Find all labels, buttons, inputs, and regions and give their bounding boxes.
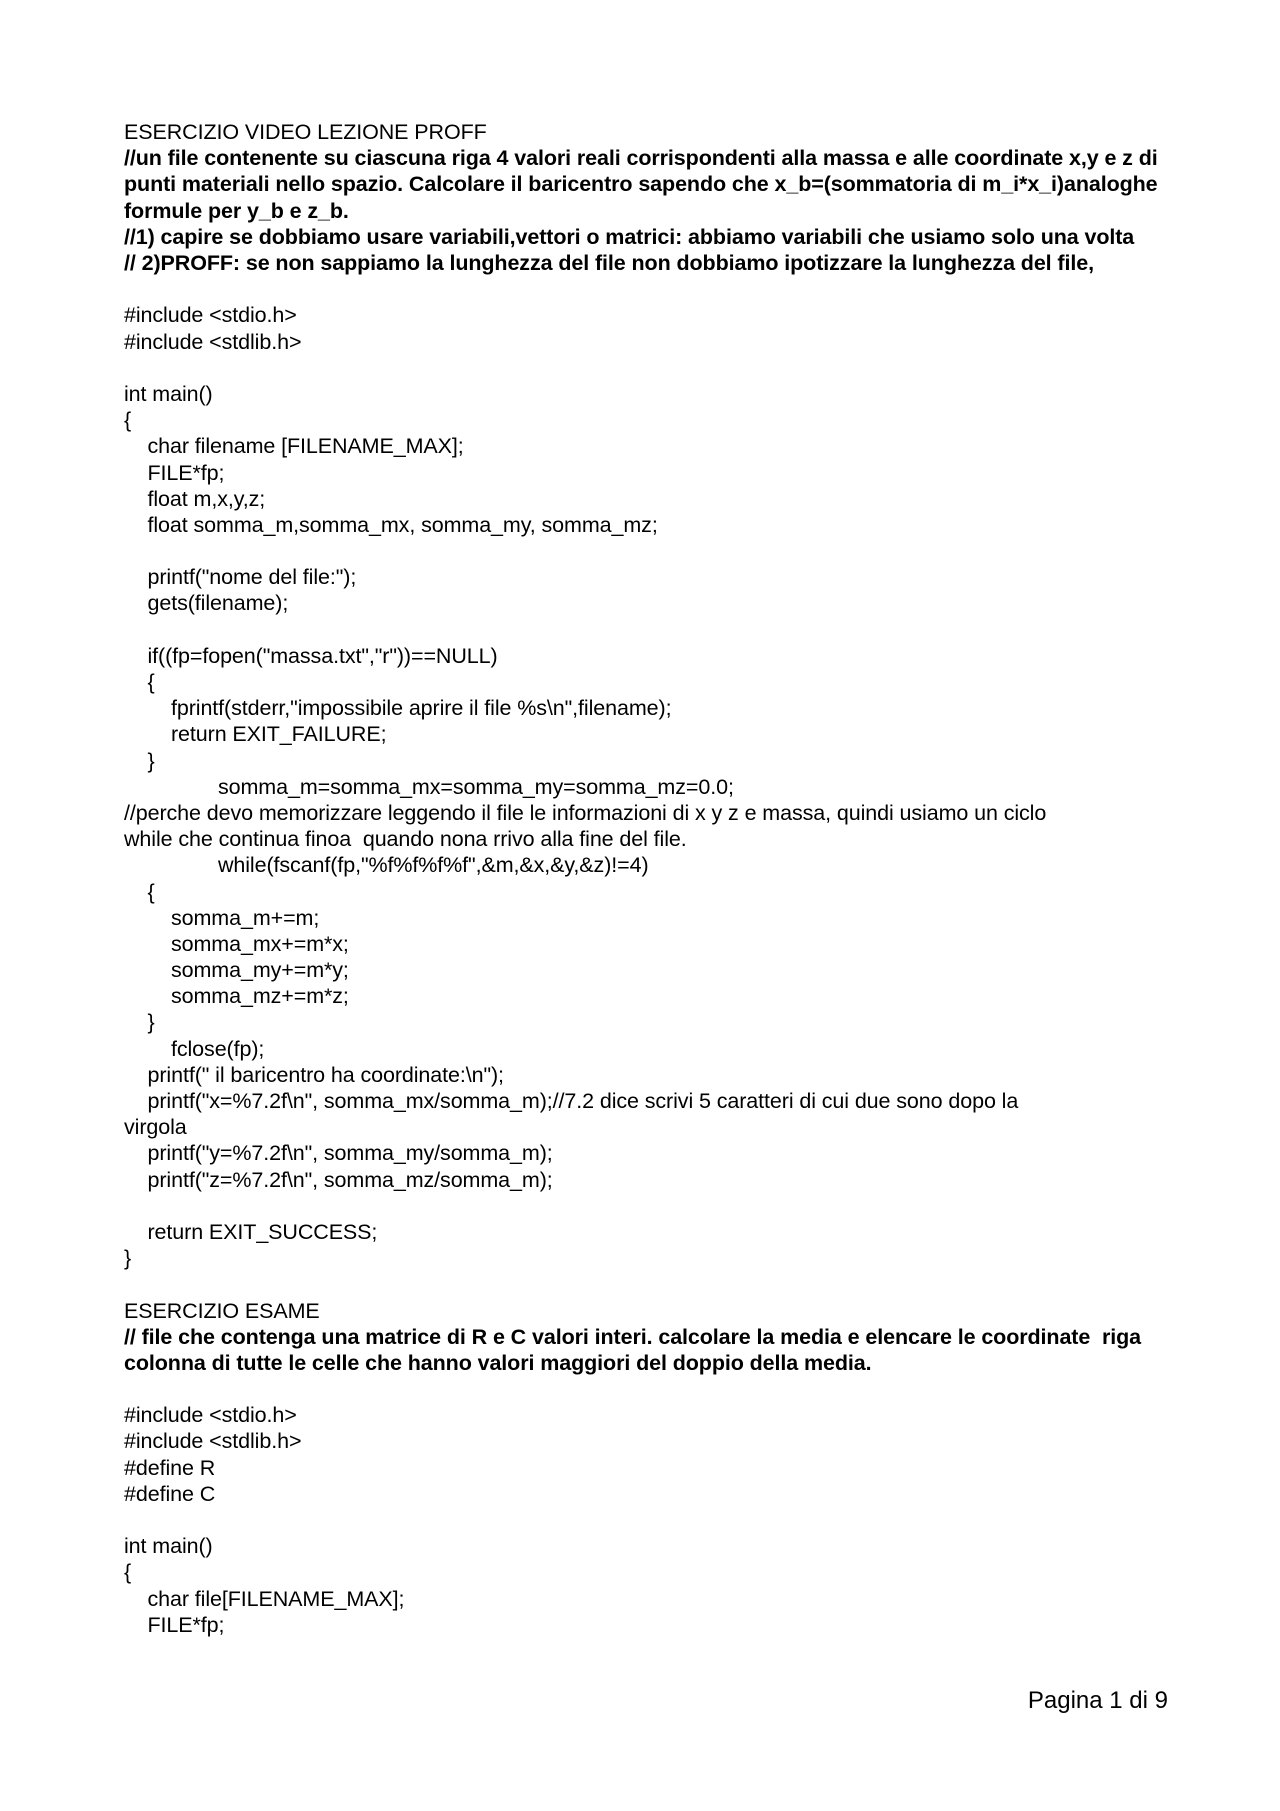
section1-line: somma_mx+=m*x; <box>124 931 349 956</box>
spacer <box>124 1271 1184 1297</box>
section1-line: printf("z=%7.2f\n", somma_mz/somma_m); <box>124 1167 553 1192</box>
section2-line: #include <stdio.h> <box>124 1403 297 1428</box>
section1-line: { <box>124 670 155 695</box>
section1-line: printf("y=%7.2f\n", somma_my/somma_m); <box>124 1141 553 1166</box>
section1-title: ESERCIZIO VIDEO LEZIONE PROFF <box>124 120 487 144</box>
section1-line: printf("nome del file:"); <box>124 565 357 590</box>
document-page <box>124 119 1184 1638</box>
section1-line: if((fp=fopen("massa.txt","r"))==NULL) <box>124 643 498 668</box>
section2-line: #define C <box>124 1481 216 1506</box>
section1-line: return EXIT_FAILURE; <box>124 722 387 747</box>
section1-line: } <box>124 1246 132 1271</box>
section1-line: } <box>124 748 155 773</box>
section1-line: //perche devo memorizzare leggendo il file le informazioni di x y z e massa, quindi usiamo un ciclo <box>124 800 1047 825</box>
section1-line: virgola <box>124 1115 187 1140</box>
section1-line: somma_my+=m*y; <box>124 958 349 983</box>
section1-line: } <box>124 1010 155 1035</box>
section1-line: float m,x,y,z; <box>124 486 266 511</box>
section1-line: gets(filename); <box>124 591 289 616</box>
section1-line: { <box>124 408 132 433</box>
section1-line <box>124 1193 1184 1219</box>
spacer <box>124 1376 1184 1402</box>
section1-line: FILE*fp; <box>124 460 225 485</box>
section1-line <box>124 355 1184 381</box>
section2-title: ESERCIZIO ESAME <box>124 1298 320 1323</box>
section1-line: printf("x=%7.2f\n", somma_mx/somma_m);//7.2 dice scrivi 5 caratteri di cui due sono dopo la <box>124 1089 1019 1114</box>
section1-line: float somma_m,somma_mx, somma_my, somma_mz; <box>124 512 658 537</box>
section2-line: #define R <box>124 1455 216 1480</box>
section1-line: fprintf(stderr,"impossibile aprire il file %s\n",filename); <box>124 696 672 721</box>
section1-line: somma_m+=m; <box>124 905 320 930</box>
section1-line: while che continua finoa quando nona rrivo alla fine del file. <box>124 827 687 852</box>
comment3-strong: PROFF: <box>160 251 240 275</box>
section1-comment-2: //1) capire se dobbiamo usare variabili,vettori o matrici: abbiamo variabili che usiamo solo una volta <box>124 224 1135 249</box>
section1-line: fclose(fp); <box>124 1036 265 1061</box>
section1-line: #include <stdio.h> <box>124 303 297 328</box>
section2-line: int main() <box>124 1534 213 1559</box>
section1-line: char filename [FILENAME_MAX]; <box>124 434 464 459</box>
section1-line: printf(" il baricentro ha coordinate:\n"); <box>124 1062 504 1087</box>
section1-line: { <box>124 879 155 904</box>
section1-line <box>124 538 1184 564</box>
section1-line: int main() <box>124 381 213 406</box>
section1-comment-3 <box>124 250 1184 276</box>
section2-comment: // file che contenga una matrice di R e C valori interi. calcolare la media e elencare le coordinate riga colonna di tutte le celle che hanno valori maggiori del doppio della media. <box>124 1324 1147 1375</box>
section2-line: #include <stdlib.h> <box>124 1429 302 1454</box>
section2-line: char file[FILENAME_MAX]; <box>124 1586 405 1611</box>
section1-line <box>124 617 1184 643</box>
comment3-prefix: // 2) <box>124 251 161 275</box>
code-block-2 <box>124 1402 1184 1638</box>
section1-line: somma_mz+=m*z; <box>124 984 349 1009</box>
comment3-rest: se non sappiamo la lunghezza del file non dobbiamo ipotizzare la lunghezza del file, <box>239 251 1094 275</box>
spacer <box>124 276 1184 302</box>
section1-line: #include <stdlib.h> <box>124 329 302 354</box>
section1-line: while(fscanf(fp,"%f%f%f%f",&m,&x,&y,&z)!=4) <box>124 853 649 878</box>
code-block-1 <box>124 302 1184 1271</box>
section1-line: return EXIT_SUCCESS; <box>124 1219 378 1244</box>
section2-line <box>124 1507 1184 1533</box>
section1-line: somma_m=somma_mx=somma_my=somma_mz=0.0; <box>124 774 734 799</box>
page-number: Pagina 1 di 9 <box>1027 1687 1168 1714</box>
section1-comment-1: //un file contenente su ciascuna riga 4 valori reali corrispondenti alla massa e alle coordinate x,y e z di punti materiali nello spazio. Calcolare il baricentro sapendo che x_b=(sommatoria di m_i*x_i)analoghe formule per y_b e z_b. <box>124 146 1164 223</box>
section2-line: FILE*fp; <box>124 1612 225 1637</box>
section2-line: { <box>124 1560 132 1585</box>
